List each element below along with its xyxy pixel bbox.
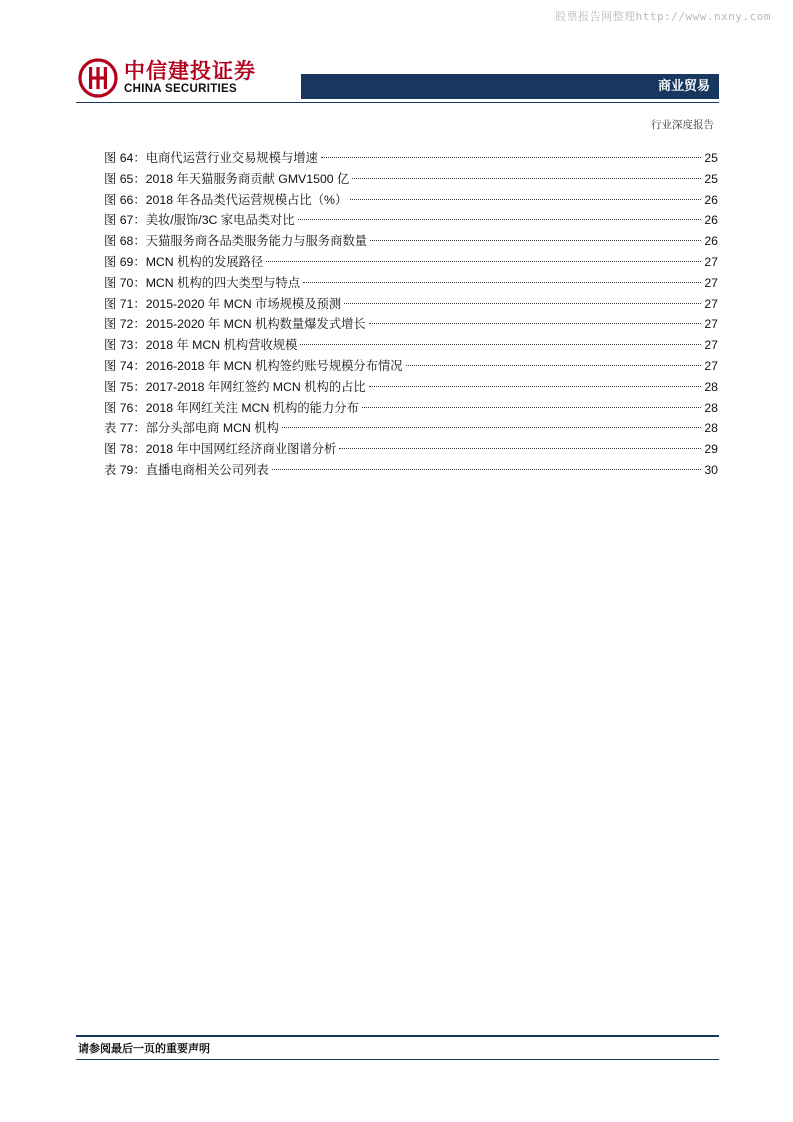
toc-entry-page-number: 27 [704, 275, 718, 290]
footer-disclaimer: 请参阅最后一页的重要声明 [78, 1042, 210, 1055]
toc-entry[interactable] [104, 439, 718, 460]
toc-dot-leader [369, 323, 702, 324]
toc-entry-page-number: 26 [704, 192, 718, 207]
toc-entry-page-number: 28 [704, 421, 718, 436]
logo-chinese-name: 中信建投证券 [124, 59, 256, 83]
toc-entry-page-number: 28 [704, 400, 718, 415]
toc-dot-leader [300, 344, 701, 345]
toc-entry[interactable] [104, 169, 718, 190]
toc-entry-label: 图 74：2016-2018 年 MCN 机构签约账号规模分布情况 [104, 358, 403, 373]
toc-entry[interactable] [104, 294, 718, 315]
toc-entry[interactable] [104, 377, 718, 398]
toc-entry-label: 表 79：直播电商相关公司列表 [104, 462, 269, 477]
toc-entry-label: 表 77：部分头部电商 MCN 机构 [104, 421, 279, 436]
toc-dot-leader [369, 386, 702, 387]
toc-entry[interactable] [104, 335, 718, 356]
toc-entry-label: 图 70：MCN 机构的四大类型与特点 [104, 275, 301, 290]
toc-entry-label: 图 71：2015-2020 年 MCN 市场规模及预测 [104, 296, 342, 311]
toc-entry[interactable] [104, 398, 718, 419]
toc-dot-leader [406, 365, 702, 366]
toc-dot-leader [272, 469, 702, 470]
toc-entry[interactable] [104, 148, 718, 169]
toc-dot-leader [282, 427, 701, 428]
toc-entry-label: 图 72：2015-2020 年 MCN 机构数量爆发式增长 [104, 317, 366, 332]
toc-entry-label: 图 78：2018 年中国网红经济商业图谱分析 [104, 442, 337, 457]
toc-entry-page-number: 27 [704, 358, 718, 373]
toc-dot-leader [350, 199, 701, 200]
toc-dot-leader [298, 219, 702, 220]
toc-entry-label: 图 65：2018 年天猫服务商贡献 GMV1500 亿 [104, 171, 350, 186]
toc-entry-page-number: 25 [704, 151, 718, 165]
china-securities-logo-icon [78, 58, 118, 98]
toc-entry[interactable] [104, 210, 718, 231]
toc-dot-leader [352, 178, 701, 179]
toc-dot-leader [362, 407, 701, 408]
toc-dot-leader [266, 261, 701, 262]
footer-divider-bottom [76, 1059, 719, 1060]
toc-dot-leader [344, 303, 701, 304]
toc-entry-page-number: 27 [704, 317, 718, 332]
toc-entry-label: 图 66：2018 年各品类代运营规模占比（%） [104, 192, 348, 207]
toc-entry[interactable] [104, 460, 718, 481]
logo-english-name: CHINA SECURITIES [124, 83, 237, 95]
section-header-bar: 商业贸易 [301, 74, 719, 99]
toc-entry[interactable] [104, 273, 718, 294]
toc-entry[interactable] [104, 418, 718, 439]
toc-dot-leader [370, 240, 701, 241]
toc-entry[interactable] [104, 356, 718, 377]
footer-divider-top [76, 1035, 719, 1037]
toc-entry-page-number: 27 [704, 254, 718, 269]
toc-entry-page-number: 28 [704, 379, 718, 394]
table-of-figures [104, 148, 718, 481]
toc-dot-leader [321, 157, 701, 158]
toc-entry-label: 图 67：美妆/服饰/3C 家电品类对比 [104, 213, 295, 228]
toc-entry[interactable] [104, 314, 718, 335]
toc-entry[interactable] [104, 190, 718, 211]
header-divider [76, 102, 719, 103]
toc-entry-page-number: 30 [704, 462, 718, 477]
toc-entry-page-number: 29 [704, 442, 718, 457]
company-logo [78, 58, 256, 98]
toc-entry-label: 图 73：2018 年 MCN 机构营收规模 [104, 338, 298, 353]
toc-entry-label: 图 69：MCN 机构的发展路径 [104, 254, 264, 269]
toc-entry-page-number: 25 [704, 171, 718, 186]
toc-dot-leader [303, 282, 701, 283]
toc-entry-label: 图 64：电商代运营行业交易规模与增速 [104, 151, 318, 165]
toc-entry-label: 图 68：天猫服务商各品类服务能力与服务商数量 [104, 234, 368, 249]
toc-entry-page-number: 27 [704, 338, 718, 353]
toc-entry[interactable] [104, 231, 718, 252]
toc-entry-label: 图 75：2017-2018 年网红签约 MCN 机构的占比 [104, 379, 366, 394]
toc-entry-page-number: 26 [704, 234, 718, 249]
toc-entry-page-number: 26 [704, 213, 718, 228]
toc-entry-label: 图 76：2018 年网红关注 MCN 机构的能力分布 [104, 400, 359, 415]
toc-dot-leader [339, 448, 701, 449]
toc-entry-page-number: 27 [704, 296, 718, 311]
toc-entry[interactable] [104, 252, 718, 273]
watermark: 股票报告网整理http://www.nxny.com [555, 10, 771, 23]
report-type-label: 行业深度报告 [651, 119, 714, 131]
